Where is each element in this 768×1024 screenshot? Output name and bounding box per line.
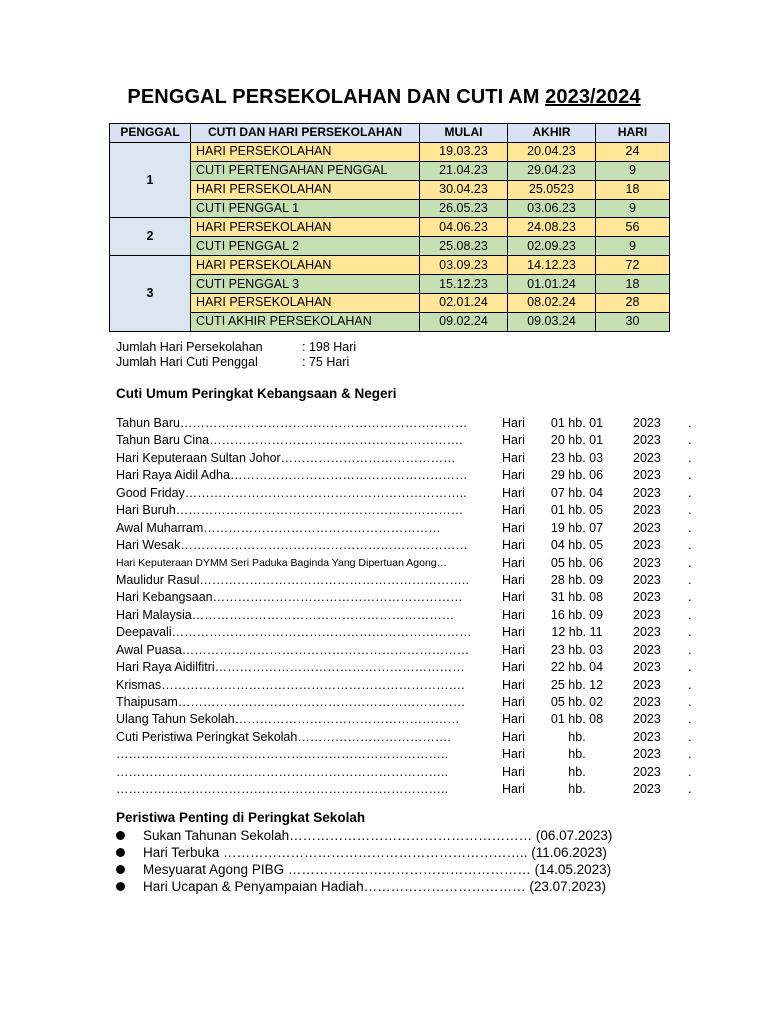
holiday-name: Deepavali………………………………………………………………	[116, 625, 472, 640]
holiday-name: Hari Raya Aidilfitri……………………………………………………	[116, 660, 465, 675]
holiday-hari: Hari	[502, 555, 525, 570]
holiday-name: ……………………………………………………………………..	[116, 764, 448, 779]
row-label: CUTI PERTENGAHAN PENGGAL	[191, 161, 420, 180]
holiday-date: 04 hb. 05	[550, 538, 604, 553]
penggal-cell: 3	[110, 256, 191, 332]
holiday-date: 01 hb. 01	[550, 416, 604, 430]
col-header-mulai: MULAI	[420, 124, 508, 143]
row-mulai: 09.02.24	[420, 312, 508, 331]
holiday-name: Krismas……………………………………………………………….	[116, 677, 465, 692]
holiday-year: 2023	[633, 695, 661, 709]
row-mulai: 26.05.23	[420, 199, 508, 218]
holiday-year: 2023	[633, 555, 661, 570]
holiday-name: ……………………………………………………………………..	[116, 782, 448, 797]
holiday-hari: Hari	[502, 712, 525, 727]
row-akhir: 14.12.23	[508, 256, 596, 275]
holiday-name: Awal Muharram…………………………………………………	[116, 520, 441, 535]
list-item	[116, 520, 701, 537]
term-table	[109, 123, 670, 332]
holiday-hari: Hari	[502, 660, 525, 675]
holiday-hari: Hari	[502, 782, 525, 797]
table-row	[110, 237, 670, 256]
holiday-hari: Hari	[502, 433, 525, 448]
holiday-date: hb.	[568, 729, 586, 744]
holiday-date: 19 hb. 07	[550, 520, 604, 535]
list-item	[116, 659, 701, 676]
row-hari: 56	[596, 218, 670, 237]
summary-row	[116, 355, 356, 370]
row-akhir: 25.0523	[508, 180, 596, 199]
row-akhir: 09.03.24	[508, 312, 596, 331]
holiday-dot: .	[688, 503, 692, 518]
holiday-dot: .	[688, 695, 692, 709]
holiday-year: 2023	[633, 729, 661, 744]
holiday-date: 20 hb. 01	[550, 433, 604, 448]
col-header-cuti: CUTI DAN HARI PERSEKOLAHAN	[191, 124, 420, 143]
row-akhir: 08.02.24	[508, 294, 596, 313]
holiday-dot: .	[688, 433, 692, 448]
holiday-hari: Hari	[502, 695, 525, 709]
row-hari: 30	[596, 312, 670, 331]
list-item	[116, 467, 701, 484]
holiday-dot: .	[688, 590, 692, 605]
row-mulai: 25.08.23	[420, 237, 508, 256]
list-item	[116, 781, 701, 798]
holiday-year: 2023	[633, 468, 661, 483]
holiday-year: 2023	[633, 660, 661, 675]
table-row	[110, 294, 670, 313]
row-hari: 72	[596, 256, 670, 275]
table-row	[110, 312, 670, 331]
list-item	[116, 432, 701, 449]
list-item	[116, 450, 701, 467]
col-header-penggal: PENGGAL	[110, 124, 191, 143]
holiday-name: Tahun Baru Cina…………………………………………………….	[116, 433, 463, 448]
list-item	[116, 711, 701, 728]
holiday-name: Awal Puasa……………………………………………………………	[116, 642, 470, 657]
holiday-dot: .	[688, 712, 692, 727]
holiday-date: 07 hb. 04	[550, 485, 604, 500]
holiday-year: 2023	[633, 712, 661, 727]
holiday-dot: .	[688, 520, 692, 535]
holiday-hari: Hari	[502, 729, 525, 744]
summary-value: : 198 Hari	[302, 340, 357, 354]
holiday-date: 05 hb. 02	[550, 695, 604, 709]
holiday-hari: Hari	[502, 503, 525, 518]
holiday-dot: .	[688, 555, 692, 570]
list-item	[116, 589, 701, 606]
summary	[116, 340, 356, 370]
row-mulai: 30.04.23	[420, 180, 508, 199]
holiday-dot: .	[688, 625, 692, 640]
row-mulai: 02.01.24	[420, 294, 508, 313]
row-hari: 9	[596, 199, 670, 218]
holiday-name: Thaipusam……………………………………………………………	[116, 695, 466, 709]
holiday-date: 01 hb. 08	[550, 712, 604, 727]
holiday-hari: Hari	[502, 416, 525, 430]
holiday-date: hb.	[568, 782, 586, 797]
list-item	[116, 746, 701, 763]
holiday-year: 2023	[633, 607, 661, 622]
row-label: CUTI PENGGAL 1	[191, 199, 420, 218]
title-year: 2023/2024	[545, 86, 641, 108]
holiday-year: 2023	[633, 747, 661, 762]
list-item	[116, 572, 701, 589]
row-label: HARI PERSEKOLAHAN	[191, 142, 420, 161]
list-item	[116, 677, 701, 694]
bullet-icon	[116, 882, 125, 891]
holiday-year: 2023	[633, 677, 661, 692]
row-label: HARI PERSEKOLAHAN	[191, 256, 420, 275]
holiday-date: 29 hb. 06	[550, 468, 604, 483]
holiday-year: 2023	[633, 485, 661, 500]
holiday-year: 2023	[633, 520, 661, 535]
row-hari: 9	[596, 237, 670, 256]
holiday-dot: .	[688, 485, 692, 500]
row-akhir: 01.01.24	[508, 275, 596, 294]
holiday-hari: Hari	[502, 625, 525, 640]
list-item	[116, 694, 701, 711]
holiday-date: hb.	[568, 747, 586, 762]
holiday-name: Hari Kebangsaan……………………………………………………	[116, 590, 463, 605]
holiday-hari: Hari	[502, 607, 525, 622]
table-row	[110, 180, 670, 199]
row-label: CUTI AKHIR PERSEKOLAHAN	[191, 312, 420, 331]
holiday-date: 16 hb. 09	[550, 607, 604, 622]
holiday-year: 2023	[633, 764, 661, 779]
holidays-heading: Cuti Umum Peringkat Kebangsaan & Negeri	[116, 386, 397, 401]
holiday-dot: .	[688, 572, 692, 587]
bullet-icon	[116, 865, 125, 874]
list-item	[116, 555, 701, 572]
holiday-hari: Hari	[502, 572, 525, 587]
holiday-year: 2023	[633, 572, 661, 587]
row-label: HARI PERSEKOLAHAN	[191, 294, 420, 313]
holidays-list	[116, 415, 701, 799]
row-hari: 24	[596, 142, 670, 161]
holiday-dot: .	[688, 747, 692, 762]
holiday-date: 31 hb. 08	[550, 590, 604, 605]
holiday-hari: Hari	[502, 747, 525, 762]
row-label: HARI PERSEKOLAHAN	[191, 180, 420, 199]
page-title	[0, 86, 768, 109]
table-row	[110, 256, 670, 275]
row-mulai: 03.09.23	[420, 256, 508, 275]
list-item	[116, 607, 701, 624]
list-item	[116, 537, 701, 554]
row-mulai: 19.03.23	[420, 142, 508, 161]
holiday-date: 01 hb. 05	[550, 503, 604, 518]
holiday-name: Hari Malaysia………………………………………………………	[116, 607, 455, 622]
row-mulai: 04.06.23	[420, 218, 508, 237]
summary-row	[116, 340, 356, 355]
row-label: CUTI PENGGAL 3	[191, 275, 420, 294]
holiday-name: Hari Wesak……………………………………………………………	[116, 538, 468, 553]
event-text: Mesyuarat Agong PIBG ……………………………………………… (14.05.2023)	[143, 862, 612, 877]
table-row	[110, 199, 670, 218]
row-mulai: 21.04.23	[420, 161, 508, 180]
row-hari: 28	[596, 294, 670, 313]
holiday-name: Maulidur Rasul………………………………………………………..	[116, 572, 469, 587]
bullet-icon	[116, 848, 125, 857]
row-mulai: 15.12.23	[420, 275, 508, 294]
holiday-name: Tahun Baru……………………………………………………………	[116, 416, 468, 430]
list-item	[116, 729, 701, 746]
holiday-year: 2023	[633, 642, 661, 657]
term-table-header	[110, 124, 670, 143]
events-heading: Peristiwa Penting di Peringkat Sekolah	[116, 810, 366, 825]
holiday-hari: Hari	[502, 590, 525, 605]
holiday-dot: .	[688, 450, 692, 465]
holiday-date: 23 hb. 03	[550, 642, 604, 657]
holiday-name: Hari Keputeraan Sultan Johor……………………………………	[116, 450, 456, 465]
holiday-date: 05 hb. 06	[550, 555, 604, 570]
holiday-hari: Hari	[502, 468, 525, 483]
summary-value: : 75 Hari	[302, 355, 350, 369]
list-item	[116, 642, 701, 659]
row-akhir: 29.04.23	[508, 161, 596, 180]
row-akhir: 02.09.23	[508, 237, 596, 256]
row-hari: 18	[596, 275, 670, 294]
holiday-name: Hari Keputeraan DYMM Seri Paduka Baginda Yang Dipertuan Agong…	[116, 556, 448, 569]
holiday-year: 2023	[633, 433, 661, 448]
holiday-year: 2023	[633, 590, 661, 605]
holiday-name: ……………………………………………………………………..	[116, 747, 448, 762]
holiday-dot: .	[688, 764, 692, 779]
list-item	[116, 624, 701, 641]
holiday-dot: .	[688, 538, 692, 553]
holiday-dot: .	[688, 468, 692, 483]
holiday-dot: .	[688, 677, 692, 692]
col-header-akhir: AKHIR	[508, 124, 596, 143]
summary-label: Jumlah Hari Cuti Penggal	[116, 355, 258, 369]
holiday-year: 2023	[633, 450, 661, 465]
holiday-date: 12 hb. 11	[551, 625, 603, 640]
row-hari: 18	[596, 180, 670, 199]
list-item	[116, 502, 701, 519]
holiday-name: Good Friday…………………………………………………………..	[116, 485, 467, 500]
holiday-name: Ulang Tahun Sekolah………………………………………………	[116, 712, 460, 727]
list-item	[116, 415, 701, 432]
table-row	[110, 218, 670, 237]
list-item	[116, 485, 701, 502]
holiday-year: 2023	[633, 503, 661, 518]
event-text: Sukan Tahunan Sekolah……………………………………………… (06.07.2023)	[143, 828, 613, 843]
row-hari: 9	[596, 161, 670, 180]
holiday-hari: Hari	[502, 642, 525, 657]
holiday-year: 2023	[633, 625, 661, 640]
title-main: PENGGAL PERSEKOLAHAN DAN CUTI AM	[127, 86, 546, 108]
summary-label: Jumlah Hari Persekolahan	[116, 340, 263, 354]
holiday-hari: Hari	[502, 538, 525, 553]
holiday-dot: .	[688, 642, 692, 657]
holiday-date: 22 hb. 04	[550, 660, 604, 675]
holiday-year: 2023	[633, 538, 661, 553]
holiday-year: 2023	[633, 416, 661, 430]
table-row	[110, 161, 670, 180]
holiday-date: 28 hb. 09	[550, 572, 604, 587]
event-text: Hari Terbuka ………………………………………………………….. (11.06.2023)	[143, 845, 607, 860]
holiday-name: Hari Raya Aidil Adha…………………………………………………	[116, 468, 468, 483]
holiday-year: 2023	[633, 782, 661, 797]
holiday-dot: .	[688, 607, 692, 622]
holiday-name: Cuti Peristiwa Peringkat Sekolah……………………………….	[116, 729, 451, 744]
penggal-cell: 1	[110, 142, 191, 218]
holiday-hari: Hari	[502, 450, 525, 465]
holiday-date: 23 hb. 03	[550, 450, 604, 465]
holiday-hari: Hari	[502, 520, 525, 535]
event-text: Hari Ucapan & Penyampaian Hadiah……………………………… (23.07.2023)	[143, 879, 606, 894]
row-label: CUTI PENGGAL 2	[191, 237, 420, 256]
table-row	[110, 275, 670, 294]
penggal-cell: 2	[110, 218, 191, 256]
row-akhir: 20.04.23	[508, 142, 596, 161]
bullet-icon	[116, 831, 125, 840]
holiday-date: hb.	[568, 764, 586, 779]
holiday-name: Hari Buruh……………………………………………………………	[116, 503, 464, 518]
row-akhir: 03.06.23	[508, 199, 596, 218]
holiday-hari: Hari	[502, 677, 525, 692]
table-row	[110, 142, 670, 161]
holiday-hari: Hari	[502, 485, 525, 500]
col-header-hari: HARI	[596, 124, 670, 143]
holiday-dot: .	[688, 660, 692, 675]
row-label: HARI PERSEKOLAHAN	[191, 218, 420, 237]
list-item	[116, 764, 701, 781]
holiday-dot: .	[688, 729, 692, 744]
holiday-dot: .	[688, 782, 692, 797]
row-akhir: 24.08.23	[508, 218, 596, 237]
holiday-dot: .	[688, 416, 692, 430]
holiday-hari: Hari	[502, 764, 525, 779]
holiday-date: 25 hb. 12	[550, 677, 604, 692]
